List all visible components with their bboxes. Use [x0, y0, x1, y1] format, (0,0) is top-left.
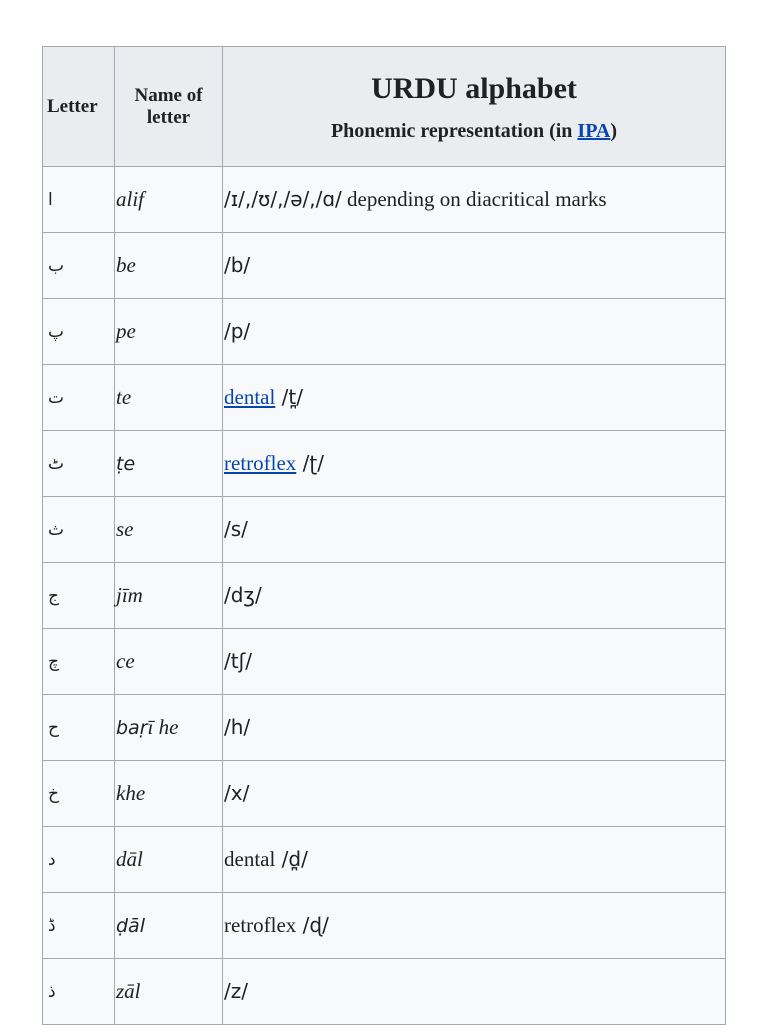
- subtitle-text: Phonemic representation (in: [330, 119, 578, 142]
- letter-cell: ذ: [43, 959, 115, 1025]
- retroflex-link[interactable]: retroflex: [224, 451, 297, 475]
- letter-name: khe: [115, 761, 223, 827]
- letter-name: [115, 695, 223, 761]
- table-row: [43, 629, 726, 695]
- table-row: [43, 365, 726, 431]
- phonemic-cell: [223, 233, 726, 299]
- letter-name: jīm: [115, 563, 223, 629]
- ipa-value: /ɖ/: [296, 913, 329, 937]
- table-subtitle: [223, 118, 725, 144]
- table-row: [43, 761, 726, 827]
- phonemic-cell: [223, 629, 726, 695]
- ipa-value: /z/: [224, 979, 248, 1003]
- ipa-value: /t̪/: [275, 385, 303, 409]
- letter-name-part2: ī he: [147, 715, 179, 739]
- header-title-cell: [223, 47, 726, 167]
- letter-name: alif: [115, 167, 223, 233]
- letter-name: dāl: [115, 827, 223, 893]
- table-row: [43, 563, 726, 629]
- header-name-line2: letter: [146, 106, 191, 128]
- phonemic-cell: [223, 563, 726, 629]
- ipa-value: /h/: [224, 715, 251, 739]
- letter-cell: پ: [43, 299, 115, 365]
- header-name-of-letter: [115, 47, 223, 167]
- letter-name: se: [115, 497, 223, 563]
- ipa-prefix: retroflex: [224, 913, 297, 937]
- ipa-value: /d̪/: [275, 847, 308, 871]
- letter-name: zāl: [115, 959, 223, 1025]
- table-row: [43, 893, 726, 959]
- ipa-prefix: dental: [224, 847, 276, 871]
- header-name-line1: Name of: [134, 84, 203, 106]
- table-title: URDU alphabet: [371, 71, 577, 105]
- letter-cell: ح: [43, 695, 115, 761]
- ipa-note: depending on diacritical marks: [341, 187, 607, 211]
- ipa-value: /s/: [224, 517, 248, 541]
- letter-cell: ت: [43, 365, 115, 431]
- table-row: [43, 233, 726, 299]
- ipa-value: /p/: [224, 319, 251, 343]
- letter-cell: ب: [43, 233, 115, 299]
- letter-name: ḍāl: [115, 893, 223, 959]
- letter-cell: خ: [43, 761, 115, 827]
- table-row: [43, 497, 726, 563]
- ipa-value: /dʒ/: [224, 583, 262, 607]
- phonemic-cell: [223, 959, 726, 1025]
- letter-name: te: [115, 365, 223, 431]
- letter-cell: ث: [43, 497, 115, 563]
- table-row: [43, 167, 726, 233]
- phonemic-cell: [223, 695, 726, 761]
- letter-cell: ڈ: [43, 893, 115, 959]
- phonemic-cell: [223, 497, 726, 563]
- phonemic-cell: [223, 365, 726, 431]
- header-letter: Letter: [43, 47, 115, 167]
- letter-name: ṭe: [115, 431, 223, 497]
- table-row: [43, 299, 726, 365]
- header-row: [43, 47, 726, 167]
- phonemic-cell: [223, 761, 726, 827]
- letter-name: be: [115, 233, 223, 299]
- phonemic-cell: [223, 167, 726, 233]
- letter-cell: ج: [43, 563, 115, 629]
- letter-cell: ا: [43, 167, 115, 233]
- table-row: [43, 695, 726, 761]
- phonemic-cell: [223, 431, 726, 497]
- ipa-value: /b/: [224, 253, 251, 277]
- table-row: [43, 959, 726, 1025]
- phonemic-cell: [223, 827, 726, 893]
- ipa-value: /ʈ/: [296, 451, 324, 475]
- phonemic-cell: [223, 893, 726, 959]
- letter-name: pe: [115, 299, 223, 365]
- ipa-value: /ɪ/,/ʊ/,/ə/,/ɑ/: [224, 187, 342, 211]
- ipa-link[interactable]: IPA: [577, 119, 611, 142]
- table-row: [43, 827, 726, 893]
- letter-cell: د: [43, 827, 115, 893]
- table-row: [43, 431, 726, 497]
- letter-name: ce: [115, 629, 223, 695]
- letter-cell: چ: [43, 629, 115, 695]
- letter-cell: ٹ: [43, 431, 115, 497]
- letter-name-part1: baṛ: [116, 717, 148, 739]
- subtitle-close: ): [610, 119, 618, 142]
- phonemic-cell: [223, 299, 726, 365]
- ipa-value: /x/: [224, 781, 250, 805]
- dental-link[interactable]: dental: [224, 385, 276, 409]
- urdu-alphabet-table: [42, 46, 726, 1025]
- ipa-value: /tʃ/: [224, 649, 253, 673]
